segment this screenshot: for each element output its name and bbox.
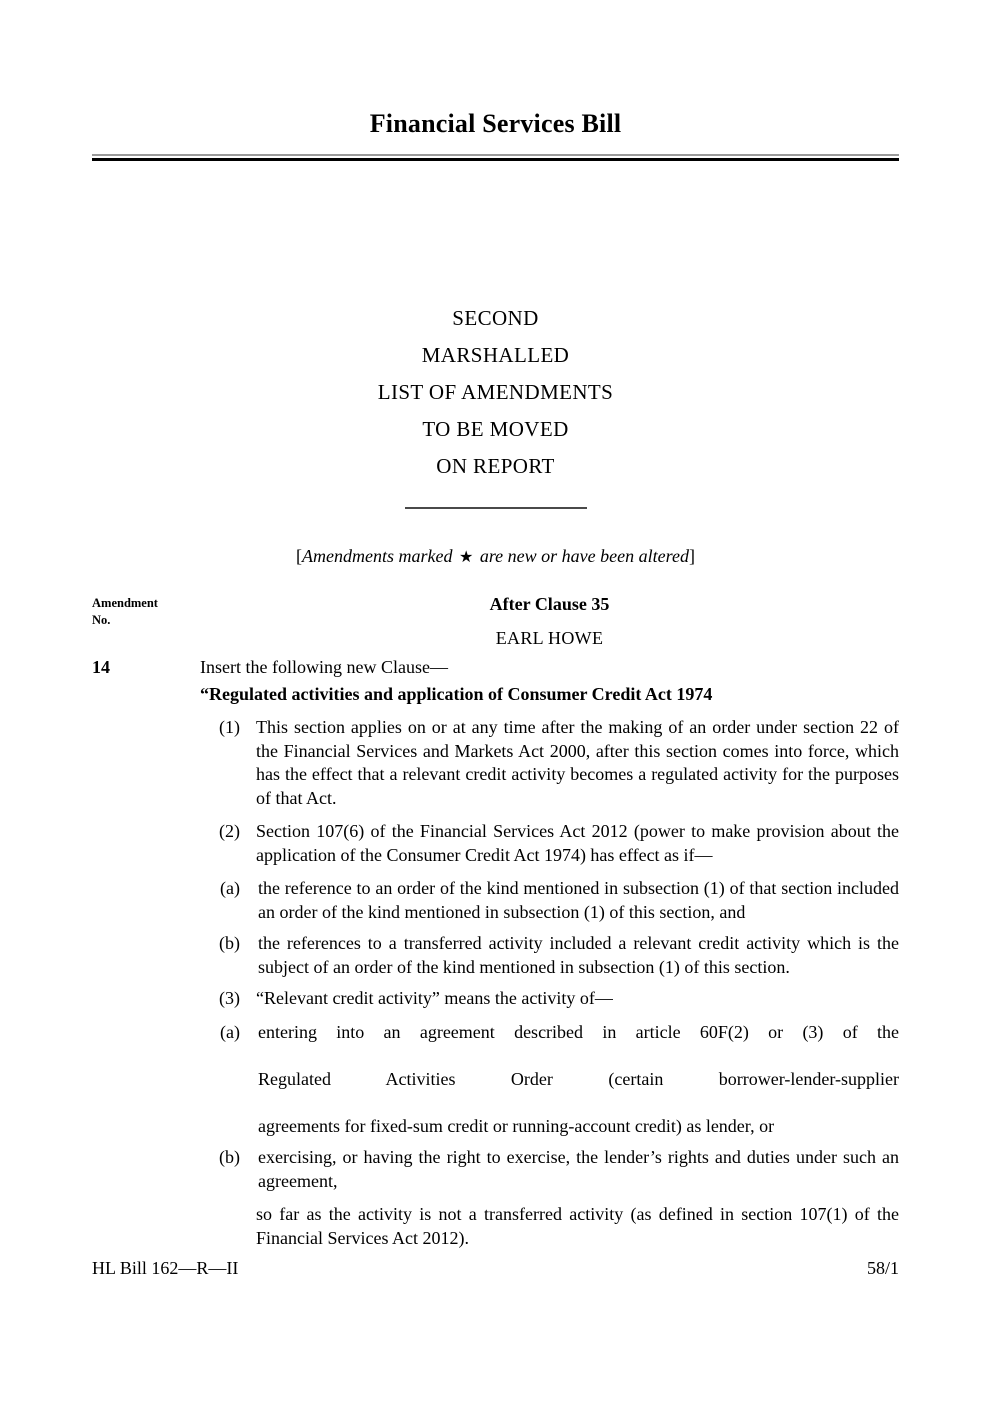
- paragraph-marker: (b): [219, 1147, 240, 1167]
- title-line-marshalled: MARSHALLED: [421, 343, 570, 367]
- subsection-marker: (1): [219, 717, 240, 737]
- amendments-marked-note: [92, 546, 899, 567]
- subsection: [200, 820, 899, 867]
- paragraph-text: the reference to an order of the kind mentioned in subsection (1) of that section included an order of the kind mentioned in subsection (1) of this section, and: [258, 878, 899, 922]
- subsection-text: “Relevant credit activity” means the activity of—: [256, 988, 613, 1008]
- title-line-second: SECOND: [452, 306, 539, 330]
- note-text-after-star: are new or have been altered: [475, 546, 689, 566]
- amendment-no-margin-label: [92, 595, 202, 629]
- margin-label-line2: No.: [92, 613, 111, 627]
- subsection-marker: (2): [219, 821, 240, 841]
- subsection-text: Section 107(6) of the Financial Services Act 2012 (power to make provision about the application of the Consumer Credit Act 1974) has effect as if—: [256, 821, 899, 865]
- paragraph-marker: (a): [220, 1021, 240, 1042]
- clause-heading: After Clause 35: [489, 594, 610, 614]
- paragraph: [200, 1146, 899, 1193]
- margin-label-line1: Amendment: [92, 596, 158, 610]
- section-divider: [92, 507, 899, 509]
- paragraph-text: exercising, or having the right to exercise, the lender’s rights and duties under such an agreement,: [258, 1147, 899, 1191]
- paragraph: [200, 1021, 899, 1139]
- subsection: [200, 987, 899, 1011]
- paragraph-text-line3: agreements for fixed-sum credit or running-account credit) as lender, or: [258, 1115, 775, 1136]
- closing-text: so far as the activity is not a transferred activity (as defined in section 107(1) of the Financial Services Act 2012).: [256, 1204, 899, 1248]
- page-number: 58/1: [866, 1258, 899, 1278]
- header-rule-thick: [92, 158, 899, 161]
- subsection: [200, 716, 899, 810]
- paragraph-text-line2: Regulated Activities Order (certain borrower-lender-supplier: [258, 1068, 899, 1089]
- paragraph-marker: (a): [220, 878, 240, 898]
- title-line-on-report: ON REPORT: [436, 454, 555, 478]
- bill-reference: HL Bill 162—R—II: [92, 1258, 239, 1278]
- document-header: [92, 108, 899, 161]
- star-icon: ★: [459, 549, 474, 566]
- paragraph: [200, 877, 899, 924]
- title-line-list-of-amendments: LIST OF AMENDMENTS: [377, 380, 614, 404]
- paragraph-list: [200, 1021, 899, 1194]
- paragraph-text: the references to a transferred activity included a relevant credit activity which is the subject of an order of the kind mentioned in subsection (1) of this section.: [258, 933, 899, 977]
- sponsor-name: EARL HOWE: [495, 628, 604, 648]
- title-block: [92, 300, 899, 509]
- note-open-bracket: [: [296, 546, 303, 566]
- divider-rule: [405, 507, 587, 509]
- title-line-to-be-moved: TO BE MOVED: [422, 417, 569, 441]
- paragraph-marker: (b): [219, 933, 240, 953]
- subsection-text: This section applies on or at any time after the making of an order under section 22 of the Financial Services and Markets Act 2000, after this section comes into force, which has the effect that a relevant credit activity becomes a regulated activity for the purposes of that Act.: [256, 717, 899, 808]
- new-clause-title: “Regulated activities and application of Consumer Credit Act 1974: [200, 684, 713, 704]
- paragraph-text-line1: entering into an agreement described in article 60F(2) or (3) of the: [258, 1021, 899, 1042]
- amendment-body: [200, 716, 899, 1250]
- page-title: Financial Services Bill: [369, 109, 622, 138]
- paragraph: [200, 932, 899, 979]
- note-text-before-star: Amendments marked: [302, 546, 457, 566]
- page-footer: [92, 1258, 899, 1279]
- amendment-instruction: Insert the following new Clause—: [200, 657, 448, 677]
- subsection-marker: (3): [219, 988, 240, 1008]
- header-double-rule: [92, 154, 899, 161]
- note-close-bracket: ]: [688, 546, 695, 566]
- amendment-number: 14: [92, 657, 110, 677]
- paragraph-list: [200, 877, 899, 979]
